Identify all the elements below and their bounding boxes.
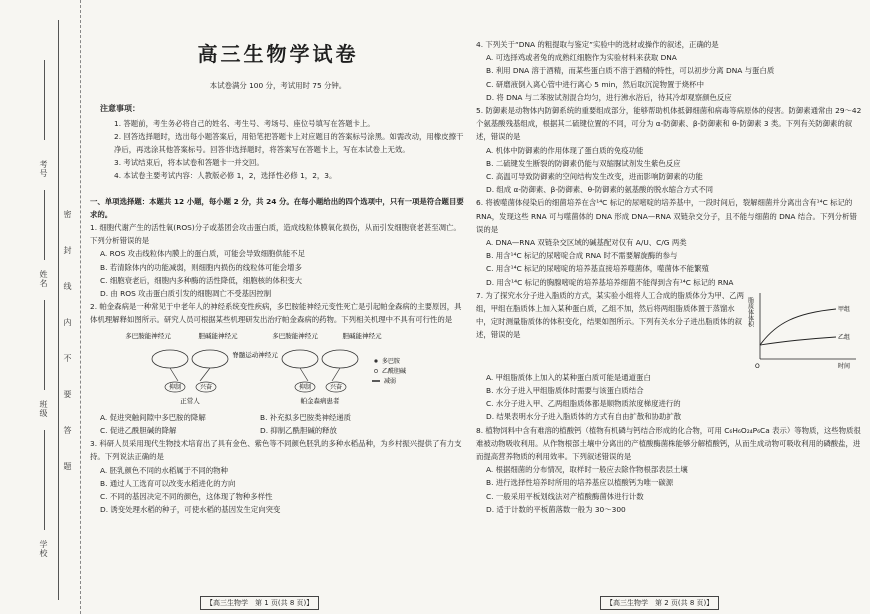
note-item: 2. 回答选择题时，选出每小题答案后，用铅笔把答题卡上对应题目的答案标号涂黑。如需改动，用橡皮擦干净后，再选涂其他答案标号。回答非选择题时，将答案写在答题卡上，写在本试卷上无效。 <box>114 131 464 155</box>
binding-strip <box>0 0 81 614</box>
connector <box>170 368 178 381</box>
diagram-label: 抑制 <box>168 383 182 391</box>
label-xingming: 姓名 <box>39 270 48 288</box>
option: A. ROS 攻击线粒体内膜上的蛋白质，可能会导致细胞供能不足 <box>100 249 305 259</box>
x-axis-label: 时间 <box>838 362 851 370</box>
option: B. 二硫键发生断裂的防御素仍能与双缩脲试剂发生紫色反应 <box>486 158 681 168</box>
option: B. 用含¹⁴C 标记的尿嘧啶合成 RNA 时不需要解旋酶的参与 <box>486 251 678 261</box>
seal-warning: 密封线内不要答题 <box>63 210 72 498</box>
option: D. 诱变处理水稻的种子，可使水稻的基因发生定向突变 <box>100 505 281 515</box>
diagram-label: 兴奋 <box>199 383 213 391</box>
write-line <box>44 60 45 140</box>
neuron-shape <box>192 350 228 368</box>
diagram-label: 胆碱能神经元 <box>198 331 238 340</box>
connector <box>200 368 210 381</box>
question-stem: 7. 为了探究水分子进入脂质的方式，某实验小组将人工合成的脂质体分为甲、乙两组，甲组在脂质体上加入某种蛋白质，乙组不加，然后将两组脂质体置于蒸馏水中，定时测量脂质体的体积变化，结果如图所示。下列有关水分子进出脂质体的叙述，错误的是 <box>476 290 745 340</box>
question-stem: 5. 防御素是动物体内防御系统的重要组成部分，能够帮助机体抵御细菌和病毒等病原体的侵害。防御素通常由 29～42 个氨基酸残基组成，根据其二硫键位置的不同，可分为 α-防御素、β-防御素和 θ-防御素 3 类。下列有关防御素的叙述，错误的是 <box>476 106 862 142</box>
neuron-diagram <box>100 329 420 407</box>
label-kaohao: 考号 <box>39 160 48 178</box>
option: C. 不同的基因决定不同的颜色，这体现了物种多样性 <box>100 492 273 502</box>
series-label: 甲组 <box>838 305 851 313</box>
volume-chart <box>746 289 862 371</box>
option: B. 进行选择性培养时所用的培养基应以植酸钙为唯一碳源 <box>486 478 674 488</box>
question-stem: 8. 植物饲料中含有难溶的植酸钙（植物有机磷与钙结合形成的化合物，可用 C₆H₆O₂₄P₆Ca 表示）等物质，这些物质很难被动物吸收利用。从作物根部土壤中分离出的产植酸酶菌株能够分解植酸钙，从而生成动物可吸收利用的磷酸盐，进而提高营养物质的利用效率。下列叙述错误的是 <box>476 425 861 462</box>
series-label: 乙组 <box>838 333 851 341</box>
note-item: 1. 答题前，考生务必将自己的姓名、考生号、考场号、座位号填写在答题卡上。 <box>114 118 375 128</box>
option: A. 甲组脂质体上加入的某种蛋白质可能是通道蛋白 <box>486 372 651 382</box>
question-5 <box>476 104 862 196</box>
option: C. 一般采用平板划线法对产植酸酶菌体进行计数 <box>486 491 644 501</box>
legend-label: 乙酰胆碱 <box>382 367 407 375</box>
connector <box>332 368 340 381</box>
origin-label: O <box>755 362 760 370</box>
write-line <box>44 300 45 390</box>
diagram-label: 胆碱能神经元 <box>342 331 382 340</box>
page-footer: 【高三生物学 第 2 页(共 8 页)】 <box>600 596 719 610</box>
neuron-shape <box>322 350 358 368</box>
option: D. 结果表明水分子进入脂质体的方式有自由扩散和协助扩散 <box>486 412 682 422</box>
diagram-label: 多巴胺能神经元 <box>272 331 318 340</box>
option: C. 细胞衰老后，细胞内多种酶的活性降低，细胞核的体积变大 <box>100 275 303 285</box>
question-8 <box>476 424 862 516</box>
option: C. 研磨液倒入离心管中进行离心 5 min，然后取沉淀物置于烧杯中 <box>486 79 704 89</box>
option: C. 水分子进入甲、乙两组脂质体都是顺物质浓度梯度进行的 <box>486 399 681 409</box>
option: B. 通过人工选育可以改变水稻进化的方向 <box>100 478 236 488</box>
question-7 <box>476 289 862 424</box>
option: A. 可选择鸡或者兔的成熟红细胞作为实验材料来获取 DNA <box>486 53 677 63</box>
question-4 <box>476 38 862 104</box>
option: B. 若清除体内的功能减弱，则细胞内损伤的线粒体可能会增多 <box>100 262 302 272</box>
right-column <box>476 38 862 516</box>
left-column <box>90 0 466 516</box>
option: D. 由 ROS 攻击蛋白质引发的细胞凋亡不受基因控制 <box>100 289 272 299</box>
diagram-caption: 正常人 <box>180 396 200 405</box>
question-2 <box>90 300 466 437</box>
question-stem: 1. 细胞代谢产生的活性氧(ROS)分子或基团会攻击蛋白质，造成线粒体膜氧化损伤，从而引发细胞衰老甚至凋亡。下列分析错误的是 <box>90 223 461 246</box>
exam-info: 本试卷满分 100 分，考试用时 75 分钟。 <box>209 81 347 91</box>
question-stem: 4. 下列关于“DNA 的粗提取与鉴定”实验中的选材或操作的叙述，正确的是 <box>476 40 719 49</box>
option: A. DNA—RNA 双链杂交区域的碱基配对仅有 A/U、C/G 两类 <box>486 238 687 248</box>
option: A. 胚乳颜色不同的水稻属于不同的物种 <box>100 465 228 475</box>
question-3 <box>90 437 466 516</box>
page-title: 高三生物学试卷 <box>197 42 359 66</box>
option: D. 组成 α-防御素、β-防御素、θ-防御素的氨基酸的脱水缩合方式不同 <box>486 185 714 195</box>
option: D. 适于计数的平板菌落数一般为 30～300 <box>486 504 626 514</box>
option: C. 促进乙酰胆碱的降解 <box>100 426 177 436</box>
legend-label: 多巴胺 <box>382 357 401 365</box>
legend-marker <box>374 359 377 362</box>
seal-line <box>58 20 59 600</box>
note-item: 4. 本试卷主要考试内容：人教版必修 1，2，选择性必修 1，2，3。 <box>114 171 337 181</box>
label-xuexiao: 学校 <box>39 540 48 558</box>
legend-label: 减弱 <box>384 377 397 385</box>
option: A. 根据细菌的分布情况，取样时一般应去除作物根部表层土壤 <box>486 465 688 475</box>
option: A. 促进突触间隙中多巴胺的降解 <box>100 412 206 422</box>
neuron-shape <box>282 350 318 368</box>
question-1 <box>90 221 466 300</box>
series-line-jia <box>760 309 836 345</box>
legend-marker <box>374 369 377 372</box>
question-6 <box>476 196 862 288</box>
page-footer: 【高三生物学 第 1 页(共 8 页)】 <box>200 596 319 610</box>
question-stem: 2. 帕金森病是一种常见于中老年人的神经系统变性疾病，多巴胺能神经元变性死亡是引起帕金森病的主要原因，具体机理解释如图所示。研究人员可根据某些机理研发出治疗帕金森病的药物。下列相关机理中不具有可行性的是 <box>90 302 462 325</box>
option: C. 高温可导致防御素的空间结构发生改变，进而影响防御素的功能 <box>486 172 703 182</box>
diagram-label: 脊髓运动神经元 <box>232 350 278 359</box>
label-banji: 班级 <box>39 400 48 418</box>
diagram-label: 抑制 <box>298 383 312 391</box>
series-line-yi <box>760 337 836 345</box>
option: C. 用含¹⁴C 标记的尿嘧啶的培养基直接培养噬菌体，噬菌体不能繁殖 <box>486 264 709 274</box>
question-stem: 3. 科研人员采用现代生物技术培育出了具有金色、紫色等不同颜色胚乳的多种水稻品种，为乡村振兴提供了有力支持。下列说法正确的是 <box>90 439 462 462</box>
question-stem: 6. 将被噬菌体侵染后的细菌培养在含¹⁴C 标记的尿嘧啶的培养基中，一段时间后，裂解细菌并分离出含有¹⁴C 标记的 RNA，发现这些 RNA 可与噬菌体的 DNA 形成 DNA—RNA 双链杂交分子，且不能与细菌的 DNA 结合。下列分析错误的是 <box>476 198 857 234</box>
option: B. 水分子进入甲组脂质体时需要与该蛋白质结合 <box>486 386 644 396</box>
option: D. 抑制乙酰胆碱的释放 <box>260 426 337 436</box>
option: B. 补充拟多巴胺类神经递质 <box>260 412 352 422</box>
diagram-caption: 帕金森病患者 <box>300 396 340 405</box>
section-heading: 一、单项选择题：本题共 12 小题，每小题 2 分，共 24 分。在每小题给出的四个选项中，只有一项是符合题目要求的。 <box>90 196 464 219</box>
write-line <box>44 190 45 260</box>
option: D. 将 DNA 与二苯胺试剂混合均匀，进行沸水浴后，待其冷却观察颜色反应 <box>486 92 732 102</box>
connector <box>300 368 308 381</box>
y-axis-label: 脂质体体积 <box>746 296 754 327</box>
option: A. 机体中防御素的作用体现了蛋白质的免疫功能 <box>486 145 644 155</box>
neuron-shape <box>152 350 188 368</box>
notes-heading: 注意事项： <box>100 104 140 114</box>
diagram-label: 多巴胺能神经元 <box>125 331 171 340</box>
note-item: 3. 考试结束后，将本试卷和答题卡一并交回。 <box>114 158 264 168</box>
diagram-label: 兴奋 <box>329 383 343 391</box>
write-line <box>44 430 45 530</box>
option: D. 用含¹⁴C 标记的胸腺嘧啶的培养基培养细菌不能得到含有¹⁴C 标记的 RNA <box>486 277 734 287</box>
option: B. 利用 DNA 溶于酒精，而某些蛋白质不溶于酒精的特性，可以初步分离 DNA 与蛋白质 <box>486 66 775 76</box>
